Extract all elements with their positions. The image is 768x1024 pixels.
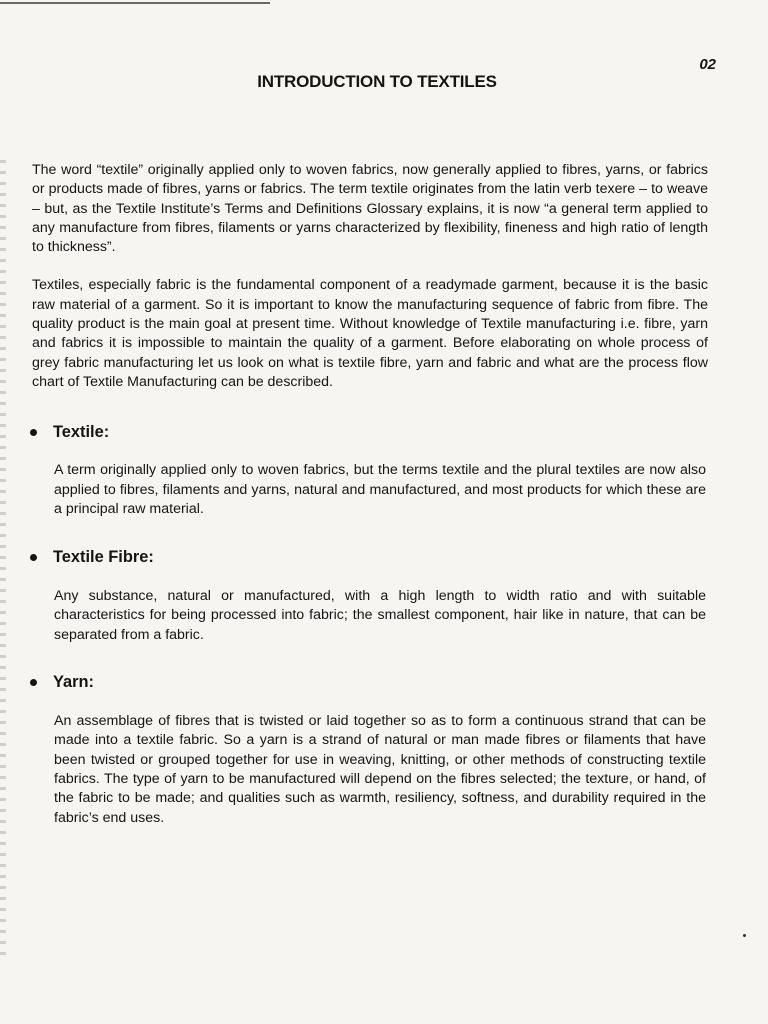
bullet-icon (30, 429, 37, 436)
section-heading: Textile Fibre: (53, 547, 154, 566)
section-body: Any substance, natural or manufactured, with a high length to width ratio and with suitable characteristics for being processed into fabric; the smallest component, hair like in nature, that can be separated from a fabric. (54, 588, 706, 643)
bullet-icon (30, 554, 37, 561)
section-heading: Yarn: (53, 672, 94, 691)
section-heading: Textile: (53, 422, 110, 441)
section-body: An assemblage of fibres that is twisted or laid together so as to form a continuous strand that can be made into a textile fabric. So a yarn is a strand of natural or man made fibres or filaments that have been twisted or grouped together for use in weaving, knitting, or other methods of constructing textile fabrics. The type of yarn to be manufactured will depend on the fibres selected; the texture, or hand, of the fabric to be made; and qualities such as warmth, resiliency, softness, and durability required in the fabric’s end uses. (54, 713, 706, 826)
section-textile-fibre (32, 544, 708, 645)
page-number: 02 (699, 56, 716, 73)
section-textile (32, 419, 708, 519)
document-body (32, 161, 708, 828)
intro-paragraph-1: The word “textile” originally applied only to woven fabrics, now generally applied to fibres, yarns, or fabrics or products made of fibres, yarns or fabrics. The term textile originates from the latin verb texere – to weave – but, as the Textile Institute’s Terms and Definitions Glossary explains, it is now “a general term applied to any manufacture from fibres, filaments or yarns characterized by flexibility, fineness and high ratio of length to thickness”. (32, 162, 708, 256)
section-body: A term originally applied only to woven fabrics, but the terms textile and the plural textiles are now also applied to fibres, filaments and yarns, natural and manufactured, and most products for which these are a principal raw material. (54, 462, 706, 517)
bullet-icon (30, 679, 37, 686)
intro-paragraph-2: Textiles, especially fabric is the fundamental component of a readymade garment, because it is the basic raw material of a garment. So it is important to know the manufacturing sequence of fabric from fibre. The quality product is the main goal at present time. Without knowledge of Textile manufacturing i.e. fibre, yarn and fabrics it is impossible to maintain the quality of a garment. Before elaborating on whole process of grey fabric manufacturing let us look on what is textile fibre, yarn and fabric and what are the process flow chart of Textile Manufacturing can be described. (32, 277, 708, 390)
page-title: INTRODUCTION TO TEXTILES (257, 72, 497, 91)
scan-binding-edge (0, 160, 6, 960)
scan-edge-line (0, 2, 270, 4)
section-yarn (32, 669, 708, 828)
scan-speck (743, 934, 746, 937)
